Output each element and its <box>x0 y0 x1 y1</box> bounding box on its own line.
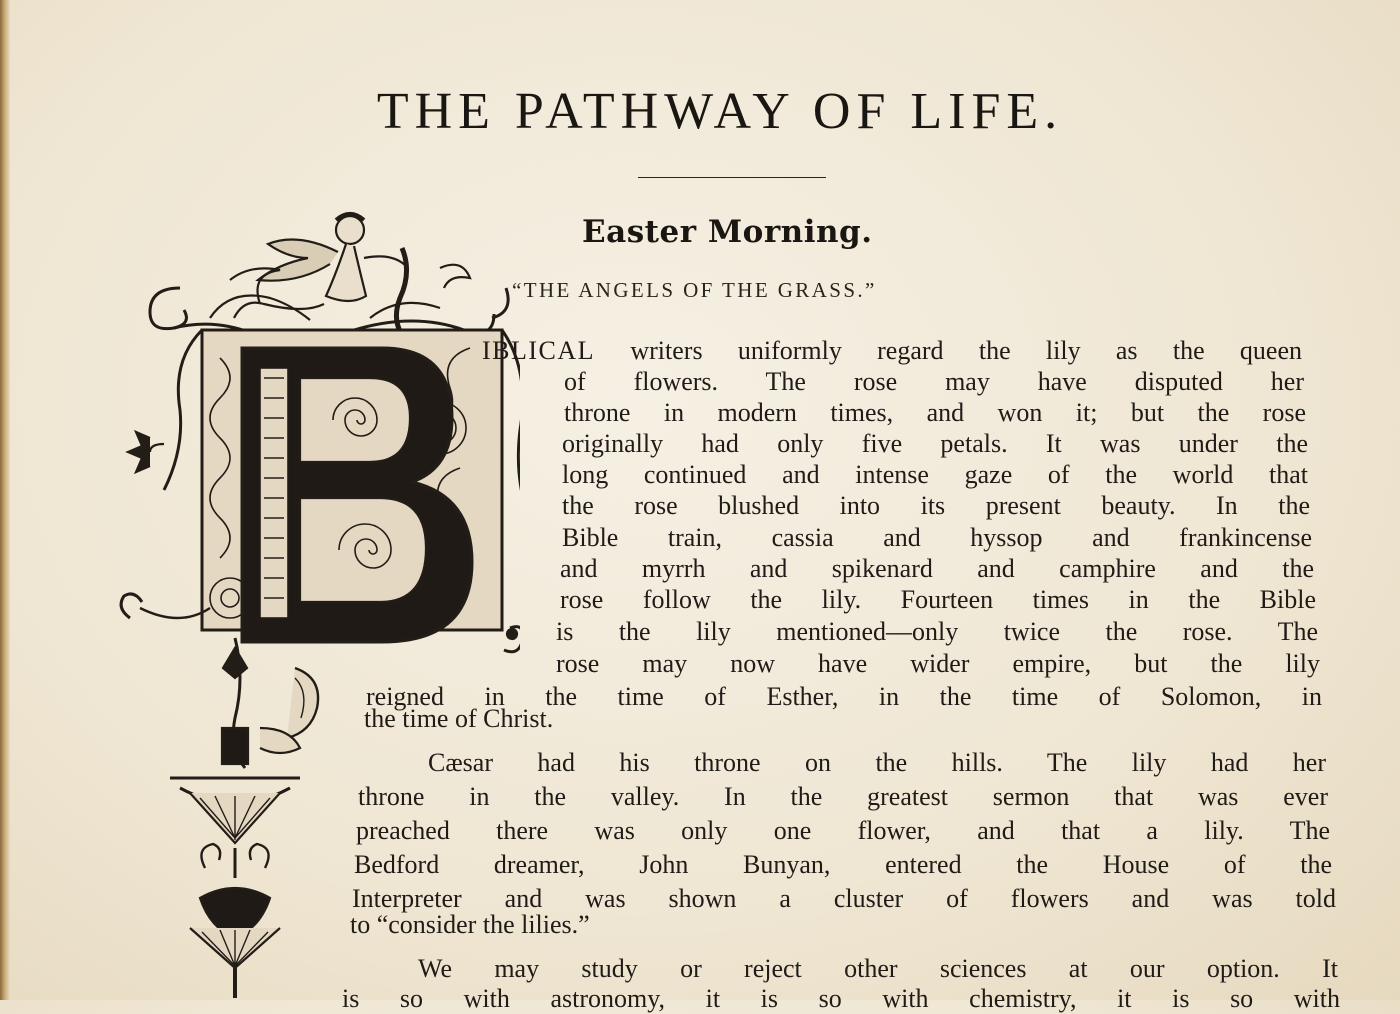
page-edge <box>0 0 10 1000</box>
text-line: preached there was only one flower, and that a lily. The <box>356 816 1330 845</box>
text-line: the rose blushed into its present beauty. In the <box>562 491 1310 520</box>
text-line: reigned in the time of Esther, in the time of Solomon, in <box>366 682 1322 711</box>
section-heading: Easter Morning. <box>582 214 873 250</box>
text-line: Interpreter and was shown a cluster of flowers and was told <box>352 884 1336 913</box>
epigraph: “THE ANGELS OF THE GRASS.” <box>512 278 877 302</box>
text-line: throne in modern times, and won it; but the rose <box>564 398 1306 427</box>
text-line: rose follow the lily. Fourteen times in the Bible <box>560 585 1316 614</box>
text-line: long continued and intense gaze of the world that <box>562 460 1308 489</box>
text-line: to “consider the lilies.” <box>350 910 590 939</box>
text-line: is the lily mentioned—only twice the rose. The <box>556 617 1318 646</box>
text-line: Bible train, cassia and hyssop and frankincense <box>562 523 1312 552</box>
title-rule <box>638 177 826 178</box>
text-line: of flowers. The rose may have disputed her <box>564 367 1304 396</box>
page-title: THE PATHWAY OF LIFE. <box>376 83 1064 140</box>
text-line: is so with astronomy, it is so with chemistry, it is so with <box>342 984 1340 1013</box>
text-line: throne in the valley. In the greatest sermon that was ever <box>358 782 1328 811</box>
lead-word: IBLICAL <box>482 336 596 365</box>
text-line: the time of Christ. <box>364 704 554 733</box>
text-line: Cæsar had his throne on the hills. The lily had her <box>428 748 1326 777</box>
text-line: rose may now have wider empire, but the lily <box>556 649 1320 678</box>
text-line: and myrrh and spikenard and camphire and the <box>560 554 1314 583</box>
text-line: Bedford dreamer, John Bunyan, entered the House of the <box>354 850 1332 879</box>
text-line: originally had only five petals. It was under the <box>562 429 1308 458</box>
ornamental-drop-cap-illustration <box>110 208 520 1000</box>
text-line: We may study or reject other sciences at our option. It <box>418 954 1338 983</box>
text-line: IBLICAL writers uniformly regard the lily as the queen <box>482 336 1302 365</box>
